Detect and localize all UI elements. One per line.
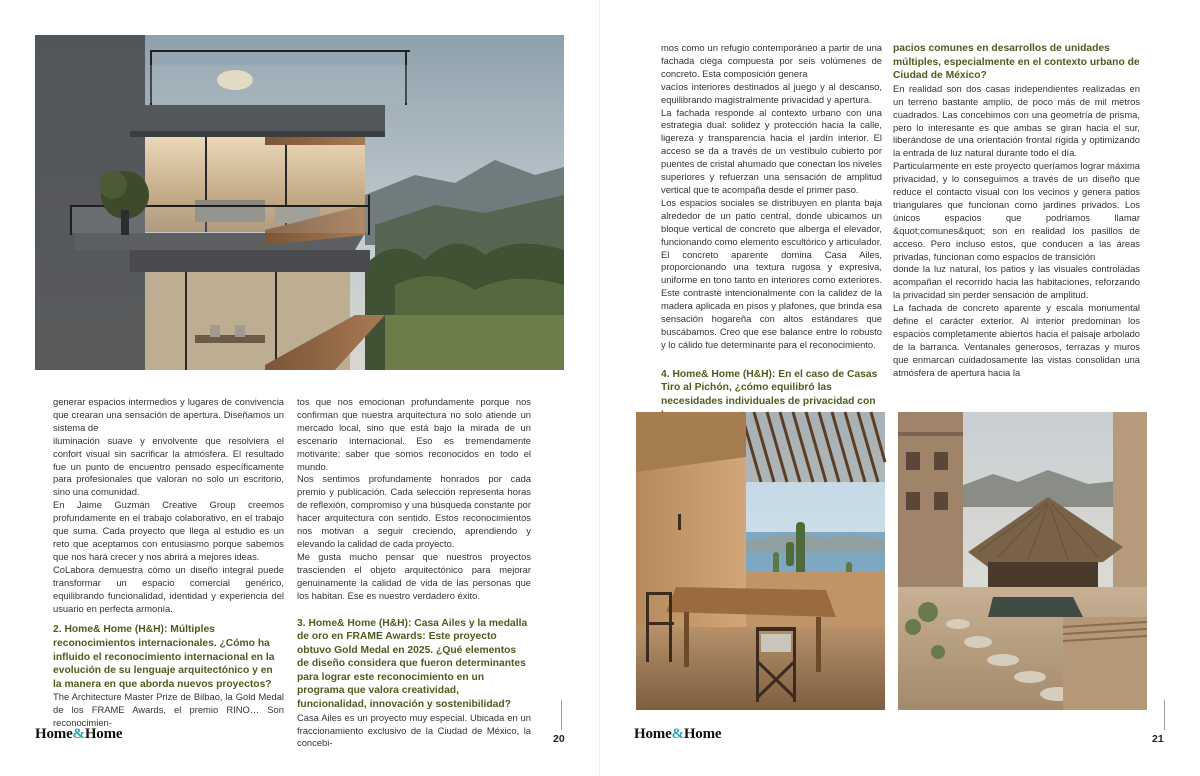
- page-number: 21: [1152, 733, 1164, 745]
- answer-paragraph: Casa Ailes es un proyecto muy especial. Ubicada en un fraccionamiento exclusivo de la Ciudad de México, la concebi-: [297, 711, 531, 749]
- question-heading: pacios comunes en desarrollos de unidades múltiples, especialmente en el contexto urbano de Ciudad de México?: [893, 43, 1140, 82]
- brand-logo: [35, 726, 122, 743]
- body-paragraph: Me gusta mucho pensar que nuestros proyectos trascienden el objeto arquitectónico para mejorar genuinamente la calidad de vida de las personas que los habitan. Ese es nuestro verdadero éxito.: [297, 550, 531, 601]
- body-paragraph: CoLabora demuestra cómo un diseño integral puede transformar un espacio comercial genérico, equilibrando funcionalidad, identidad y experiencia del usuario en perfecta armonía.: [53, 563, 284, 614]
- body-paragraph: Nos sentimos profundamente honrados por cada premio y publicación. Cada selección representa horas de reflexión, compromiso y una búsqueda constante por hacer arquitectura con sentido. Estos reconocimientos nos motivan a seguir creciendo, aprendiendo y elevando la calidad de cada proyecto.: [297, 473, 531, 549]
- left-column-2: [297, 396, 531, 749]
- body-paragraph: En Jaime Guzmán Creative Group creemos profundamente en el trabajo colaborativo, en el trabajo que suma. Cada proyecto que llega al estudio es un reto que aceptamos con entusiasmo porque sabemos que nos hará crecer y nos abrirá a mejores ideas.: [53, 499, 284, 562]
- brand-ampersand: &: [671, 726, 684, 742]
- photo-courtyard-thatched-roof: [898, 412, 1147, 710]
- brand-text: Home: [35, 726, 73, 742]
- footer-rule: [1164, 700, 1165, 730]
- house-illustration: [35, 35, 564, 370]
- brand-text: Home: [634, 726, 672, 742]
- photo-modern-house-terraces: [35, 35, 564, 370]
- body-paragraph: iluminación suave y envolvente que resolviera el confort visual sin sacrificar la atmósfera. El resultado fue un punto de encuentro pensado específicamente para profesionales que valoran no solo un escritorio, sino una comunidad.: [53, 434, 284, 498]
- right-column-2: [893, 42, 1140, 394]
- body-paragraph: El concreto aparente domina Casa Ailes, proporcionando una textura rugosa y expresiva, uniforme en tono tanto en interiores como exteriores. Este contraste intencionalmente con la calidez de la madera aplicada en pisos y plafones, que brinda esa sensación hogareña con altos estándares que buscábamos. Creo que ese balance entre lo robusto y lo cálido fue determinante para el reconocimiento.: [661, 248, 882, 350]
- body-paragraph: La fachada de concreto aparente y escala monumental define el carácter exterior. Al interior predominan los espacios completamente abiertos hacia el paisaje arbolado de la barranca. Ventanales generosos, terrazas y muros que enmarcan cuidadosamente las vistas consolidan una atmósfera de apertura hacia la: [893, 302, 1140, 378]
- body-paragraph: Los espacios sociales se distribuyen en planta baja alrededor de un patio central, donde ubicamos un bloque vertical de concreto que alberga el elevador, funcionando como elemento escultórico y articulador.: [661, 196, 882, 247]
- page-number: 20: [553, 733, 565, 745]
- brand-text: Home: [84, 726, 123, 742]
- left-column-1: [53, 396, 284, 729]
- body-paragraph: La fachada responde al contexto urbano con una estrategia dual: solidez y protección hacia la calle, ligereza y transparencia hacia el jardín interior. El acceso se da a través de un vestíbulo cubierto por puentes de cristal ahumado que conectan los niveles superiores y refuerzan una sensación de amplitud vertical que te acompaña desde el primer paso.: [661, 106, 882, 195]
- photo-terrace-dining-sea-view: [636, 412, 885, 710]
- question-heading: 2. Home& Home (H&H): Múltiples reconocimientos internacionales. ¿Cómo ha influido el reconocimiento internacional en la evolución de su lenguaje arquitectónico y en la manera en que aborda nuevos proyectos?: [53, 624, 275, 690]
- brand-logo: [634, 726, 721, 743]
- brand-ampersand: &: [72, 726, 85, 742]
- body-paragraph: En realidad son dos casas independientes realizadas en un terreno bastante amplio, de poco más de mil metros cuadrados. Las concebimos con una geometría de prisma, pero lo interesante es que ambas se giran hacia el sur, liberándose de una orientación frontal rígida y optimizando la entrada de luz natural durante todo el día.: [893, 82, 1140, 159]
- right-column-1: [661, 42, 882, 407]
- right-page: [600, 0, 1200, 776]
- body-paragraph: Particularmente en este proyecto queríamos lograr máxima privacidad, y lo conseguimos a través de un diseño que reduce el contacto visual con los vecinos y genera patios triangulares que funcionan como jardines privados. Los únicos espacios que podríamos llamar &quot;comunes&quot; son en realidad los pasillos de acceso. Pero incluso estos, que conducen a las áreas privadas, funcionan como espacios de transición: [893, 160, 1140, 262]
- question-heading: 3. Home& Home (H&H): Casa Ailes y la medalla de oro en FRAME Awards: Este proyecto obtuvo Gold Medal en 2025. ¿Qué elementos de diseño considera que fueron determinantes para lograr este reconocimiento en un programa que valora creatividad, funcionalidad, innovación y sostenibilidad?: [297, 617, 528, 711]
- terrace-illustration: [636, 412, 885, 710]
- brand-text: Home: [683, 726, 722, 742]
- body-paragraph: mos como un refugio contemporáneo a partir de una fachada ciega compuesta por seis volúmenes de concreto. Esta composición genera: [661, 42, 882, 79]
- courtyard-illustration: [898, 412, 1147, 710]
- answer-paragraph: The Architecture Master Prize de Bilbao, la Gold Medal de los FRAME Awards, el premio RINO… Son reconocimien-: [53, 691, 284, 729]
- body-paragraph: tos que nos emocionan profundamente porque nos confirman que nuestra arquitectura no solo atiende un mercado local, sino que está bajo la mirada de un escenario internacional. Eso es tremendamente motivante: saber que somos reconocidos en todo el mundo.: [297, 396, 531, 472]
- footer-rule: [561, 700, 562, 730]
- body-paragraph: generar espacios intermedios y lugares de convivencia que crearan una sensación de apertura. Diseñamos un sistema de: [53, 396, 284, 433]
- pergola-slats: [736, 412, 885, 482]
- body-paragraph: vacíos interiores destinados al juego y al descanso, equilibrando magistralmente privacidad y apertura.: [661, 80, 882, 105]
- body-paragraph: donde la luz natural, los patios y las visuales controladas acompañan el recorrido hacia las habitaciones, reforzando la privacidad sin perder sensación de amplitud.: [893, 263, 1140, 301]
- question-heading: 4. Home& Home (H&H): En el caso de Casas Tiro al Pichón, ¿cómo equilibró las necesidades individuales de privacidad con: [661, 368, 878, 407]
